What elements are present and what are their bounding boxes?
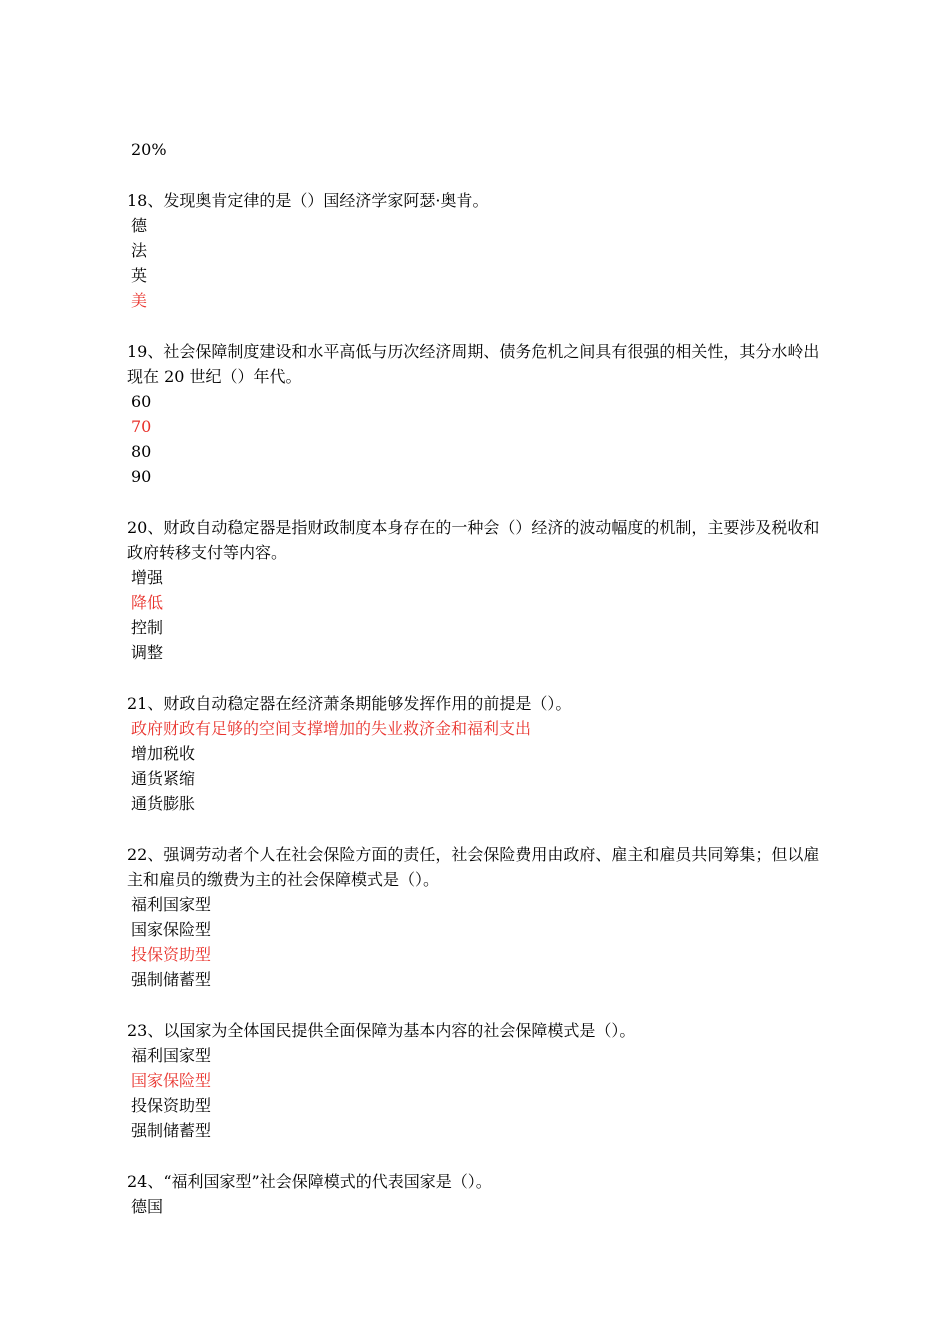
correct-option: 降低	[131, 593, 164, 612]
option: 法	[131, 241, 148, 260]
option: 强制储蓄型	[131, 1121, 212, 1140]
correct-option: 美	[131, 291, 148, 310]
option: 60	[131, 392, 152, 411]
leading-option: 20%	[131, 140, 167, 159]
question-stem: 政府转移支付等内容。	[127, 543, 288, 562]
correct-option: 投保资助型	[131, 945, 212, 964]
option: 80	[131, 442, 152, 461]
option: 90	[131, 467, 152, 486]
option: 福利国家型	[131, 895, 212, 914]
option: 德国	[131, 1197, 164, 1216]
question-stem: 24、“福利国家型”社会保障模式的代表国家是（）。	[127, 1172, 492, 1191]
question-stem: 21、财政自动稳定器在经济萧条期能够发挥作用的前提是（）。	[127, 694, 572, 713]
option: 控制	[131, 618, 164, 637]
question-stem: 22、强调劳动者个人在社会保险方面的责任，社会保险费用由政府、雇主和雇员共同筹集；但以雇	[127, 845, 820, 864]
correct-option: 70	[131, 417, 152, 436]
question-stem: 主和雇员的缴费为主的社会保障模式是（）。	[127, 870, 440, 889]
option: 调整	[131, 643, 164, 662]
option: 福利国家型	[131, 1046, 212, 1065]
option: 通货膨胀	[131, 794, 196, 813]
correct-option: 政府财政有足够的空间支撑增加的失业救济金和福利支出	[131, 719, 532, 738]
option: 强制储蓄型	[131, 970, 212, 989]
option: 投保资助型	[131, 1096, 212, 1115]
option: 德	[131, 216, 148, 235]
correct-option: 国家保险型	[131, 1071, 212, 1090]
option: 国家保险型	[131, 920, 212, 939]
option: 通货紧缩	[131, 769, 196, 788]
option: 英	[131, 266, 148, 285]
option: 增加税收	[131, 744, 196, 763]
option: 增强	[131, 568, 164, 587]
question-stem: 现在 20 世纪（）年代。	[127, 367, 302, 386]
question-stem: 20、财政自动稳定器是指财政制度本身存在的一种会（）经济的波动幅度的机制，主要涉及税收和	[127, 518, 820, 537]
question-stem: 23、以国家为全体国民提供全面保障为基本内容的社会保障模式是（）。	[127, 1021, 636, 1040]
question-stem: 18、发现奥肯定律的是（）国经济学家阿瑟·奥肯。	[127, 191, 489, 210]
question-stem: 19、社会保障制度建设和水平高低与历次经济周期、债务危机之间具有很强的相关性，其分水岭出	[127, 342, 820, 361]
